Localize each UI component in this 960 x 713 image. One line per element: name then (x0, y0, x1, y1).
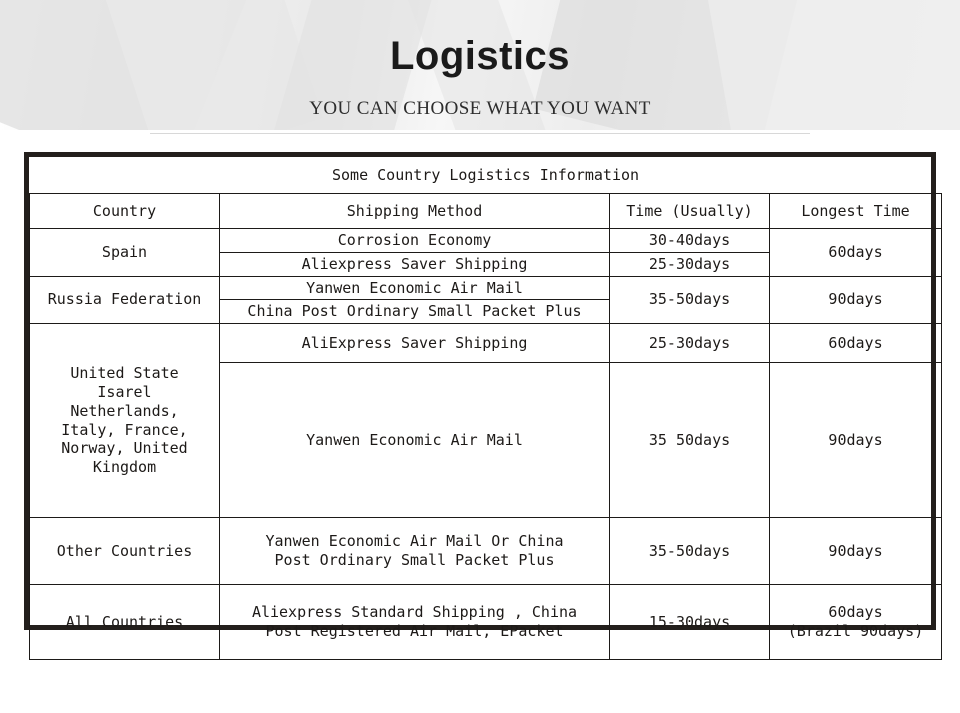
table-banner-row (30, 157, 942, 194)
method-line: Post Registered Air Mail, EPacket (265, 622, 564, 640)
cell-longest (770, 585, 942, 660)
method-line: Yanwen Economic Air Mail Or China (265, 532, 564, 551)
cell-method (220, 518, 610, 585)
cell-method: Corrosion Economy (220, 229, 610, 253)
cell-method: Yanwen Economic Air Mail (220, 363, 610, 518)
cell-country: Russia Federation (30, 276, 220, 324)
cell-time: 25-30days (610, 252, 770, 276)
longest-line: (Brazil 90days) (787, 622, 924, 640)
header-shipping-method: Shipping Method (220, 194, 610, 229)
cell-method: Yanwen Economic Air Mail (220, 276, 610, 300)
cell-method: AliExpress Saver Shipping (220, 324, 610, 363)
page-subtitle: YOU CAN CHOOSE WHAT YOU WANT (309, 98, 651, 119)
page-title: Logistics (389, 34, 571, 78)
method-line: Post Ordinary Small Packet Plus (274, 551, 555, 569)
cell-time: 30-40days (610, 229, 770, 253)
country-line: Italy, France, (61, 420, 188, 439)
logistics-table (29, 157, 942, 660)
cell-time: 35 50days (610, 363, 770, 518)
country-line: Norway, United (61, 439, 188, 458)
cell-time: 25-30days (610, 324, 770, 363)
table-row (30, 276, 942, 300)
cell-country (30, 324, 220, 518)
cell-longest: 90days (770, 518, 942, 585)
header-time: Time (Usually) (610, 194, 770, 229)
table-banner: Some Country Logistics Information (30, 157, 942, 194)
country-line: Kingdom (92, 458, 157, 476)
cell-longest: 90days (770, 363, 942, 518)
table-row (30, 518, 942, 585)
method-line: Aliexpress Standard Shipping , China (251, 603, 578, 622)
logistics-table-frame (24, 152, 936, 640)
cell-longest: 90days (770, 276, 942, 324)
longest-line: 60days (828, 603, 883, 622)
country-line: United State (70, 364, 179, 383)
cell-time: 15-30days (610, 585, 770, 660)
country-line: Netherlands, (70, 401, 179, 420)
table-row (30, 229, 942, 253)
cell-time: 35-50days (610, 276, 770, 324)
title-divider (150, 133, 810, 134)
table-row (30, 585, 942, 660)
cell-time: 35-50days (610, 518, 770, 585)
cell-longest: 60days (770, 324, 942, 363)
cell-longest: 60days (770, 229, 942, 277)
cell-country: Spain (30, 229, 220, 277)
table-row (30, 324, 942, 363)
cell-method (220, 585, 610, 660)
cell-country: Other Countries (30, 518, 220, 585)
header-country: Country (30, 194, 220, 229)
country-line: Isarel (97, 383, 152, 401)
cell-method: Aliexpress Saver Shipping (220, 252, 610, 276)
header-longest-time: Longest Time (770, 194, 942, 229)
cell-country: All Countries (30, 585, 220, 660)
cell-method: China Post Ordinary Small Packet Plus (220, 300, 610, 324)
table-header-row (30, 194, 942, 229)
